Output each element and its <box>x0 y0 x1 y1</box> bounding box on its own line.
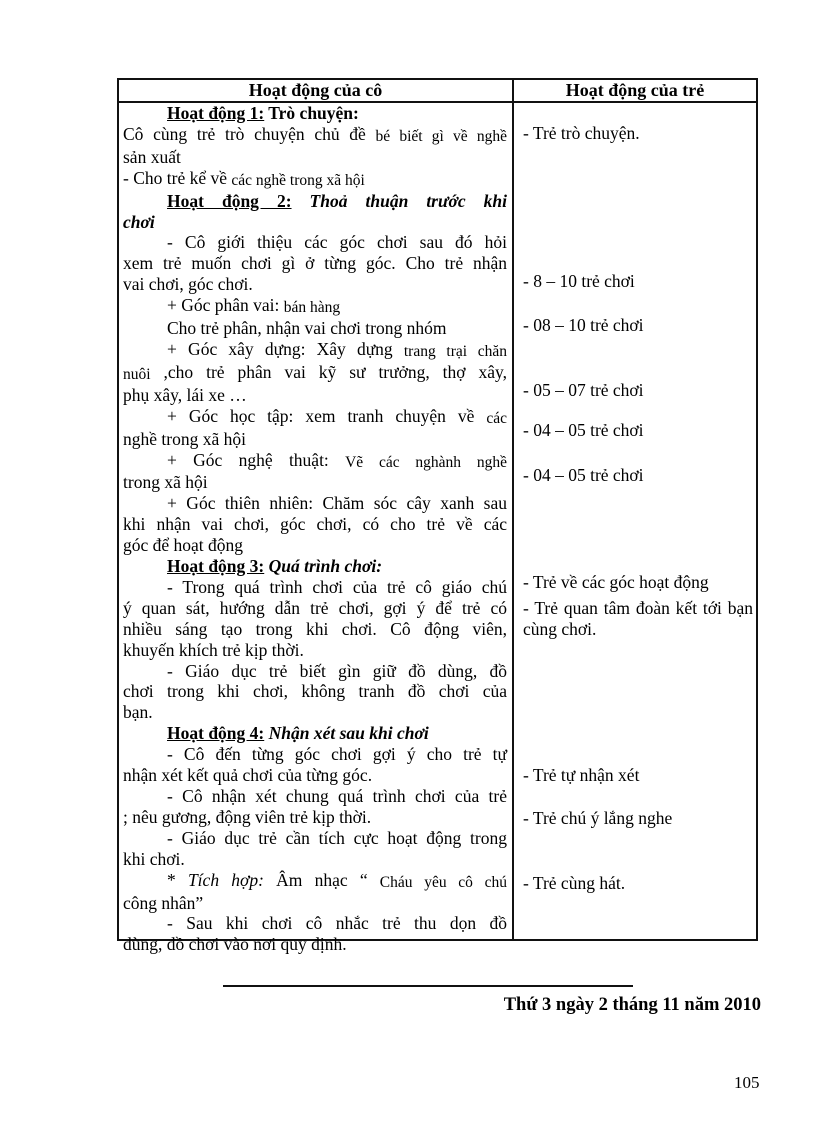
text-segment: - Trong quá trình chơi của trẻ cô giáo chú <box>167 576 507 597</box>
text-segment: nhận xét kết quả chơi của từng góc. <box>123 765 373 786</box>
text-segment: Hoạt động 2: <box>167 190 292 211</box>
text-segment: - Cô nhận xét chung quá trình chơi của trẻ <box>167 786 507 806</box>
left-column-line <box>123 147 507 168</box>
header-cell-children-activities: Hoạt động của trẻ <box>565 80 705 100</box>
text-segment: ; nêu gương, động viên trẻ kịp thời. <box>123 806 372 827</box>
text-segment: xem trẻ muốn chơi gì ở từng góc. Cho trẻ nhận <box>123 253 507 274</box>
children-activity-note: - Trẻ quan tâm đoàn kết tới bạn cùng chơi. <box>523 598 753 639</box>
left-column-line <box>123 681 507 702</box>
left-column-line <box>123 493 507 514</box>
table-header-row <box>119 80 756 103</box>
text-segment: Thoả thuận trước khi <box>291 190 507 211</box>
children-activity-note: - 04 – 05 trẻ chơi <box>523 465 644 485</box>
text-segment: Cô cùng trẻ trò chuyện chủ đề <box>123 123 376 144</box>
text-segment: Trò chuyện: <box>264 103 359 123</box>
left-column-line <box>123 191 507 212</box>
left-column-line <box>123 514 507 535</box>
text-segment: Hoạt động 1: <box>167 103 265 123</box>
left-column-line <box>123 406 507 429</box>
left-column-line <box>123 870 507 893</box>
filled-in-text: các nghề trong xã hội <box>231 171 365 189</box>
text-segment: ,cho trẻ phân vai kỹ sư trưởng, thợ xây, <box>150 361 507 382</box>
left-column-line <box>123 556 507 577</box>
children-activity-note: - 04 – 05 trẻ chơi <box>523 420 644 440</box>
children-activity-note: - Trẻ tự nhận xét <box>523 765 640 785</box>
text-segment: Âm nhạc “ <box>263 869 380 890</box>
filled-in-text: các <box>486 409 507 427</box>
text-segment: Quá trình chơi: <box>264 556 383 577</box>
left-column-line <box>123 723 507 744</box>
left-column-line <box>123 274 507 295</box>
text-segment: Hoạt động 3: <box>167 556 265 577</box>
text-segment: bạn. <box>123 702 153 723</box>
children-activity-note: - 8 – 10 trẻ chơi <box>523 271 635 291</box>
children-activity-note: - Trẻ cùng hát. <box>523 873 626 893</box>
separator-rule <box>223 985 633 987</box>
left-column-line <box>123 212 507 233</box>
text-segment: ý quan sát, hướng dẫn trẻ chơi, gợi ý để trẻ có <box>123 597 507 618</box>
left-column-line <box>123 124 507 147</box>
text-segment: góc để hoạt động <box>123 535 244 556</box>
children-activity-note: - Trẻ trò chuyện. <box>523 123 640 143</box>
filled-in-text: Cháu yêu cô chú <box>379 873 508 891</box>
text-segment: Hoạt động 4: <box>167 723 265 744</box>
text-segment: + Góc phân vai: <box>167 295 284 316</box>
text-segment: Nhận xét sau khi chơi <box>264 723 429 744</box>
text-segment: chơi <box>123 211 155 232</box>
text-segment: - Sau khi chơi cô nhắc trẻ thu dọn đồ <box>167 913 507 934</box>
left-column-line <box>123 253 507 274</box>
children-activity-note: - 08 – 10 trẻ chơi <box>523 315 644 335</box>
left-column-line <box>123 429 507 450</box>
left-column-line <box>123 472 507 493</box>
left-column-line <box>123 765 507 786</box>
left-column-line <box>123 168 507 191</box>
text-segment: sản xuất <box>123 146 181 167</box>
text-segment: trong xã hội <box>123 472 208 493</box>
text-segment: khuyến khích trẻ kịp thời. <box>123 639 304 660</box>
left-column-line <box>123 661 507 682</box>
text-segment: + Góc xây dựng: Xây dựng <box>167 338 404 359</box>
text-segment: - Cô giới thiệu các góc chơi sau đó hỏi <box>167 232 507 253</box>
text-segment: chơi trong khi chơi, không tranh đồ chơi của <box>123 681 507 702</box>
left-column-line <box>123 318 507 339</box>
left-column-line <box>123 744 507 765</box>
left-column-line <box>123 450 507 473</box>
text-segment: - Cho trẻ kể về <box>123 167 232 188</box>
text-segment: + Góc nghệ thuật: <box>167 449 346 470</box>
children-activities-cell <box>514 103 756 939</box>
lesson-plan-table <box>117 78 758 955</box>
left-column-line <box>123 934 507 955</box>
left-column-line <box>123 362 507 385</box>
left-column-line <box>123 339 507 362</box>
text-segment: nhiều sáng tạo trong khi chơi. Cô động viên, <box>123 618 507 639</box>
children-activity-note: - Trẻ chú ý lắng nghe <box>523 808 673 828</box>
text-segment: nghề trong xã hội <box>123 428 246 449</box>
left-column-line <box>123 577 507 598</box>
left-column-line <box>123 535 507 556</box>
text-segment: dùng, đồ chơi vào nơi quy định. <box>123 934 347 955</box>
left-column-line <box>123 619 507 640</box>
text-segment: + Góc học tập: xem tranh chuyện về <box>167 405 487 426</box>
page-number: 105 <box>734 1073 760 1092</box>
left-column-line <box>123 913 507 934</box>
date-heading: Thứ 3 ngày 2 tháng 11 năm 2010 <box>503 995 761 1015</box>
filled-in-text: trang trại chăn <box>403 342 507 360</box>
left-column-line <box>123 702 507 723</box>
text-segment: - Giáo dục trẻ cần tích cực hoạt động trong <box>167 827 507 848</box>
left-column-line <box>123 828 507 849</box>
left-column-line <box>123 849 507 870</box>
text-segment: khi chơi. <box>123 848 185 869</box>
left-column-line <box>123 385 507 406</box>
table-body-row <box>119 103 756 955</box>
text-segment: * <box>167 869 188 890</box>
filled-in-text: bán hàng <box>283 299 341 317</box>
text-segment: công nhân” <box>123 892 204 913</box>
left-column-line <box>123 232 507 253</box>
filled-in-text: Vẽ các nghành nghề <box>345 453 507 471</box>
text-segment: - Giáo dục trẻ biết gìn giữ đồ dùng, đồ <box>167 660 507 681</box>
left-column-line <box>123 893 507 914</box>
left-column-line <box>123 295 507 318</box>
text-segment: khi nhận vai chơi, góc chơi, có cho trẻ về các <box>123 514 507 535</box>
left-column-line <box>123 103 507 124</box>
text-segment: - Cô đến từng góc chơi gợi ý cho trẻ tự <box>167 744 507 765</box>
left-column-line <box>123 598 507 619</box>
left-column-line <box>123 807 507 828</box>
text-segment: + Góc thiên nhiên: Chăm sóc cây xanh sau <box>167 493 507 514</box>
left-column-line <box>123 786 507 807</box>
header-cell-teacher-activities: Hoạt động của cô <box>119 80 514 101</box>
children-activity-note: - 05 – 07 trẻ chơi <box>523 380 644 400</box>
text-segment: vai chơi, góc chơi. <box>123 274 253 295</box>
text-segment: Tích hợp: <box>187 869 264 890</box>
text-segment: phụ xây, lái xe … <box>123 384 247 405</box>
left-column-line <box>123 640 507 661</box>
text-segment: Cho trẻ phân, nhận vai chơi trong nhóm <box>167 318 447 339</box>
children-activity-note: - Trẻ về các góc hoạt động <box>523 572 709 592</box>
teacher-activities-cell <box>119 103 514 955</box>
filled-in-text: bé biết gì về nghề <box>375 127 507 145</box>
filled-in-text: nuôi <box>123 365 151 383</box>
